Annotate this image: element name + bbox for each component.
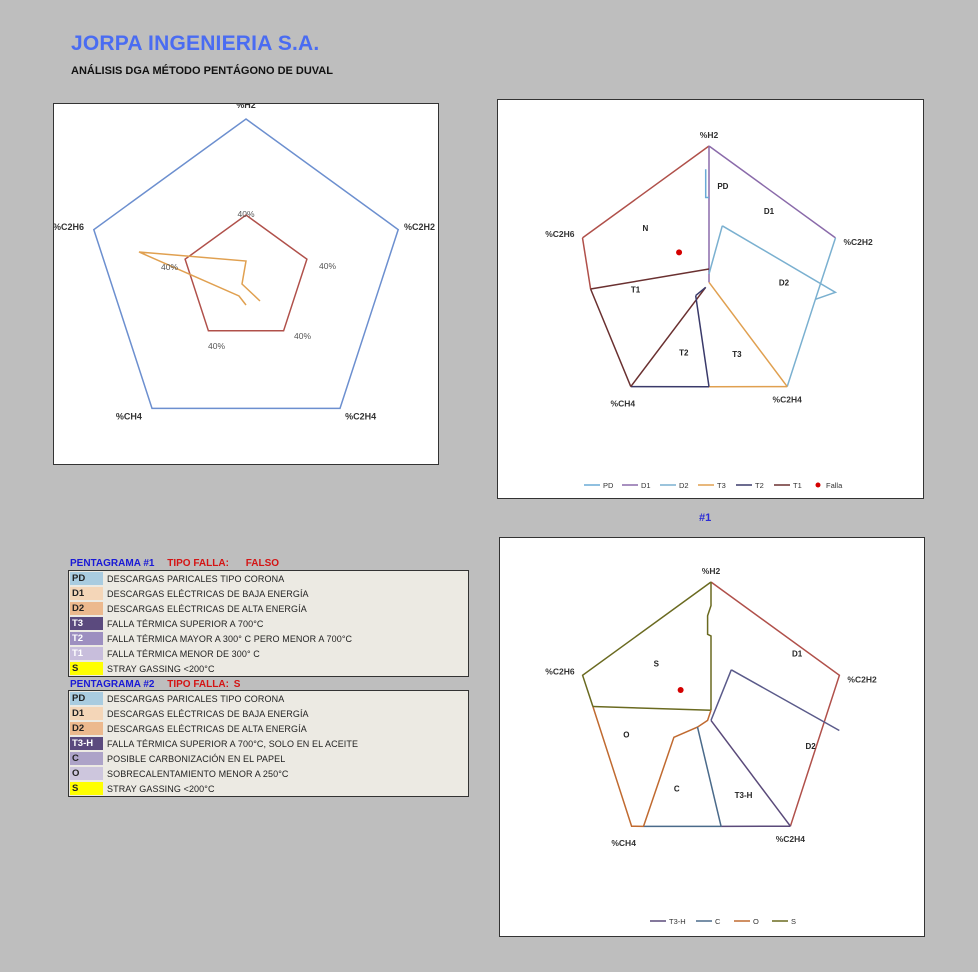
- legend2-result: S: [233, 679, 241, 690]
- legend-row-t1: [69, 646, 468, 661]
- zone-boundary-d2: [787, 238, 835, 387]
- legend-code: C: [70, 752, 103, 765]
- legend-desc: SOBRECALENTAMIENTO MENOR A 250°C: [107, 768, 289, 779]
- legend1-result: FALSO: [245, 558, 280, 569]
- legend-code: T1: [70, 647, 103, 660]
- legend-code: PD: [70, 572, 103, 585]
- legend-row-s: [69, 661, 468, 676]
- zone-boundary-n-left: [583, 238, 591, 289]
- legend-desc: DESCARGAS PARICALES TIPO CORONA: [107, 693, 285, 704]
- zone-internal-d2-left: [711, 670, 731, 721]
- fault-point-marker: [678, 687, 684, 693]
- legend-code: T2: [70, 632, 103, 645]
- zone-label-o: O: [623, 730, 630, 740]
- radar-data-label: 40%: [161, 262, 179, 272]
- legend1-pentagram: PENTAGRAMA #1: [70, 558, 155, 569]
- zone-internal-o: [644, 710, 712, 826]
- legend-label: D1: [641, 481, 651, 490]
- radar-axis-label: %H2: [236, 104, 256, 110]
- zone-internal-s-bottom: [593, 707, 711, 711]
- zone-label-d2: D2: [805, 742, 816, 752]
- pentagon-chart-1: [498, 100, 923, 498]
- radar-data-label: 40%: [208, 341, 226, 351]
- pentagon-vertex-label: %CH4: [611, 838, 636, 849]
- company-title: JORPA INGENIERIA S.A.: [71, 32, 320, 55]
- zone-label-n: N: [642, 223, 649, 233]
- pentagon-vertex-label: %C2H2: [843, 236, 873, 247]
- legend-row-d2: [69, 601, 468, 616]
- pentagon-vertex-label: %C2H6: [545, 228, 575, 239]
- legend-label: T2: [755, 481, 764, 490]
- pentagon-vertex-label: %C2H4: [775, 834, 805, 845]
- radar-axis-label: %C2H4: [345, 411, 377, 422]
- zone-internal-t2-right: [696, 296, 709, 387]
- legend-row-o: [69, 766, 468, 781]
- legend1-tipo: TIPO FALLA:: [167, 558, 229, 569]
- zone-label-d1: D1: [792, 649, 803, 659]
- legend-desc: DESCARGAS ELÉCTRICAS DE BAJA ENERGÍA: [107, 708, 309, 719]
- legend-desc: STRAY GASSING <200°C: [107, 663, 215, 674]
- legend-code: T3: [70, 617, 103, 630]
- legend-row-d1: [69, 586, 468, 601]
- radar-data-label: 40%: [237, 209, 255, 219]
- legend-row-c: [69, 751, 468, 766]
- legend-row-d2: [69, 721, 468, 736]
- zone-label-t3: T3: [732, 350, 742, 360]
- legend1-table: [68, 570, 469, 677]
- legend-label: T3: [717, 481, 726, 490]
- chart2-title: #1: [699, 512, 712, 524]
- zone-label-s: S: [653, 659, 659, 669]
- zone-label-d1: D1: [763, 207, 775, 217]
- legend-desc: DESCARGAS ELÉCTRICAS DE ALTA ENERGÍA: [107, 723, 307, 734]
- radar-chart-panel: [53, 103, 439, 465]
- pentagon-chart-1-panel: [497, 99, 924, 499]
- legend-row-t2: [69, 631, 468, 646]
- zone-boundary-o: [593, 707, 644, 827]
- zone-internal-s-right: [708, 582, 711, 710]
- legend-code: S: [70, 662, 103, 675]
- legend-marker-falla: [816, 483, 821, 488]
- pentagon-vertex-label: %C2H6: [545, 666, 575, 677]
- radar-axis-label: %C2H2: [404, 222, 436, 232]
- legend-label: T1: [793, 481, 802, 490]
- legend-row-t3: [69, 616, 468, 631]
- legend-label: C: [715, 917, 721, 926]
- zone-internal-c: [698, 727, 722, 826]
- zone-label-d2: D2: [778, 278, 790, 288]
- pentagon-chart-2-panel: [499, 537, 925, 937]
- zone-internal-d2: [731, 670, 839, 731]
- zone-boundary-s: [583, 582, 711, 707]
- zone-label-t2: T2: [679, 348, 689, 358]
- fault-point-marker: [676, 249, 682, 255]
- legend-code: O: [70, 767, 103, 780]
- zone-label-t3-h: T3-H: [734, 791, 753, 800]
- legend-label: O: [753, 917, 759, 926]
- zone-internal-t1-diag: [631, 287, 706, 386]
- legend-code: PD: [70, 692, 103, 705]
- zone-label-pd: PD: [717, 182, 729, 192]
- pentagon-vertex-label: %CH4: [610, 398, 636, 409]
- radar-axis-label: %CH4: [115, 411, 142, 422]
- legend-desc: FALLA TÉRMICA SUPERIOR A 700°C: [107, 618, 264, 629]
- zone-label-c: C: [673, 784, 680, 794]
- legend-row-pd: [69, 691, 468, 706]
- pentagon-vertex-label: %C2H2: [847, 674, 877, 685]
- legend-code: S: [70, 782, 103, 795]
- legend-label: Falla: [826, 481, 843, 490]
- radar-data-label: 40%: [319, 261, 337, 271]
- legend-code: D1: [70, 707, 103, 720]
- pentagon-vertex-label: %H2: [699, 130, 719, 140]
- legend-desc: FALLA TÉRMICA MAYOR A 300° C PERO MENOR A 700°C: [107, 633, 353, 644]
- pentagon-chart-2: [500, 538, 924, 936]
- legend-desc: POSIBLE CARBONIZACIÓN EN EL PAPEL: [107, 753, 286, 764]
- legend-code: D2: [70, 602, 103, 615]
- legend-desc: DESCARGAS ELÉCTRICAS DE ALTA ENERGÍA: [107, 603, 307, 614]
- pentagon-vertex-label: %C2H4: [772, 394, 802, 405]
- legend-code: T3-H: [70, 737, 103, 750]
- zone-boundary-d1: [709, 146, 836, 238]
- legend-desc: FALLA TÉRMICA MENOR DE 300° C: [107, 648, 260, 659]
- legend-code: D1: [70, 587, 103, 600]
- legend-label: T3-H: [669, 917, 686, 926]
- legend-row-s: [69, 781, 468, 796]
- legend-code: D2: [70, 722, 103, 735]
- legend2-pentagram: PENTAGRAMA #2: [70, 679, 155, 690]
- legend2-table: [68, 690, 469, 797]
- radar-chart: [54, 104, 438, 464]
- radar-axis-label: %C2H6: [54, 222, 84, 232]
- zone-internal-d2-left: [709, 226, 722, 274]
- legend-desc: DESCARGAS ELÉCTRICAS DE BAJA ENERGÍA: [107, 588, 309, 599]
- radar-data-label: 40%: [294, 331, 312, 341]
- legend-label: S: [791, 917, 797, 926]
- legend2-tipo: TIPO FALLA:: [167, 679, 229, 690]
- zone-internal-t3: [709, 282, 787, 386]
- legend1-header: [70, 558, 279, 569]
- zone-boundary-t1-left: [591, 289, 631, 387]
- zone-label-t1: T1: [630, 285, 641, 295]
- pentagon-vertex-label: %H2: [701, 566, 721, 576]
- zone-internal-t1: [591, 269, 709, 289]
- zone-internal-t3h: [711, 720, 790, 826]
- legend-row-t3-h: [69, 736, 468, 751]
- legend-row-pd: [69, 571, 468, 586]
- legend-row-d1: [69, 706, 468, 721]
- legend-desc: STRAY GASSING <200°C: [107, 783, 215, 794]
- legend-label: PD: [603, 481, 614, 490]
- legend2-header: [70, 679, 240, 690]
- legend-label: D2: [679, 481, 689, 490]
- radar-series-orange: [139, 252, 260, 305]
- legend-desc: DESCARGAS PARICALES TIPO CORONA: [107, 573, 285, 584]
- radar-series-inner: [185, 215, 307, 331]
- zone-boundary-d: [711, 582, 839, 826]
- legend-desc: FALLA TÉRMICA SUPERIOR A 700°C, SOLO EN EL ACEITE: [107, 738, 359, 749]
- report-subtitle: ANÁLISIS DGA MÉTODO PENTÁGONO DE DUVAL: [71, 65, 333, 77]
